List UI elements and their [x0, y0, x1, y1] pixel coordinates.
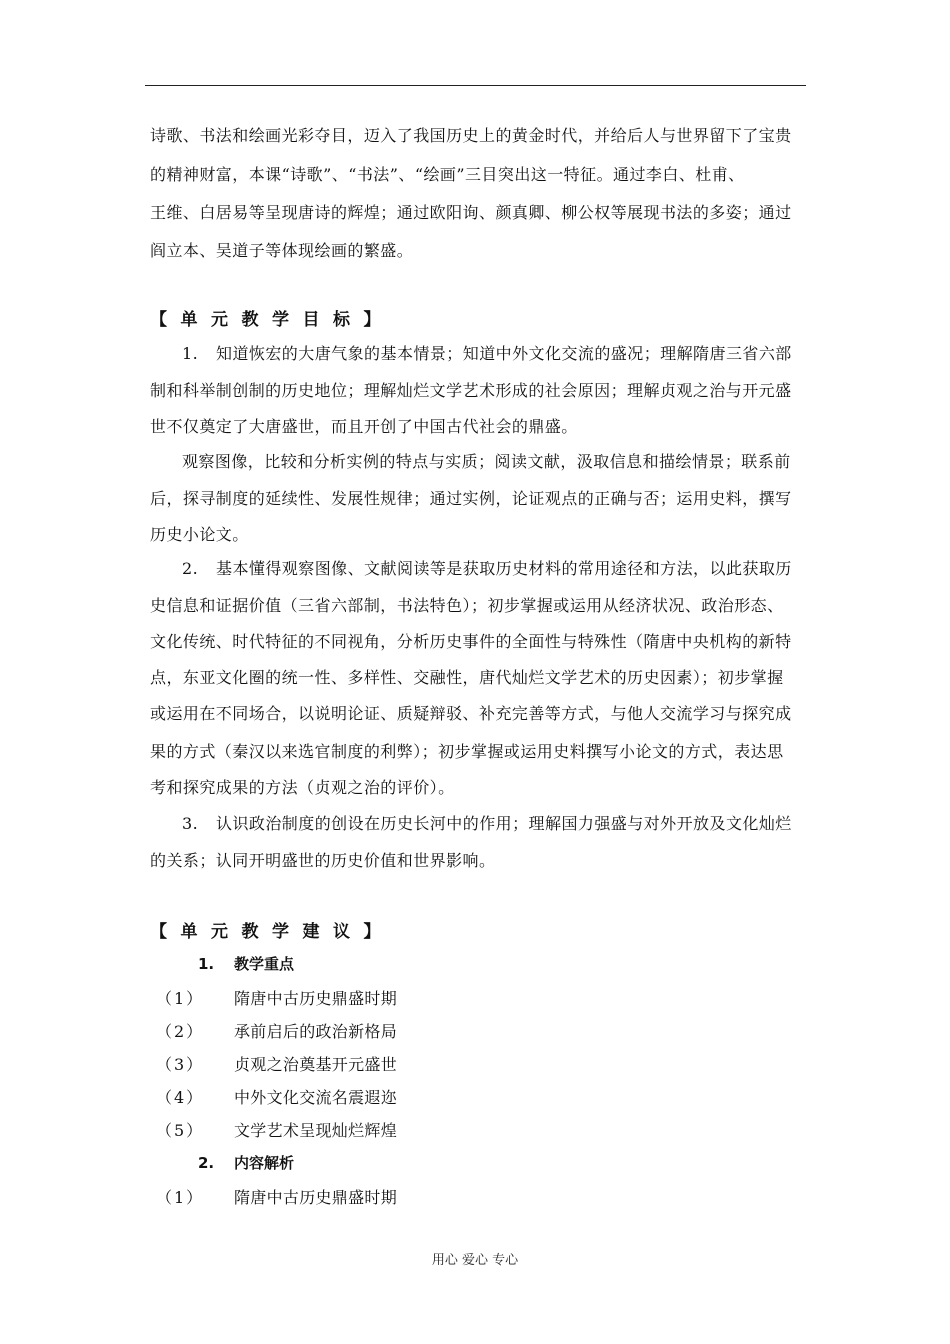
objective-3-first-line	[182, 814, 842, 834]
subsection-number: 2.	[198, 1154, 215, 1172]
item-text: 隋唐中古历史鼎盛时期	[234, 989, 398, 1008]
objective-text: 基本懂得观察图像、文献阅读等是获取历史材料的常用途径和方法，以此获取历	[216, 559, 792, 578]
observation-first-line: 观察图像，比较和分析实例的特点与实质；阅读文献，汲取信息和描绘情景；联系前	[182, 452, 791, 471]
intro-line: 王维、白居易等呈现唐诗的辉煌；通过欧阳询、颜真卿、柳公权等展现书法的多姿；通过	[150, 203, 792, 222]
objective-2-line: 点，东亚文化圈的统一性、多样性、交融性，唐代灿烂文学艺术的历史因素）；初步掌握	[150, 668, 784, 687]
item-number: （1）	[156, 1188, 205, 1207]
header-rule	[145, 85, 806, 86]
list-item	[156, 1019, 397, 1042]
list-item	[156, 1185, 397, 1208]
page-footer: 用心 爱心 专心	[431, 1253, 519, 1268]
objective-2-line: 史信息和证据价值（三省六部制，书法特色）；初步掌握或运用从经济状况、政治形态、	[150, 596, 784, 615]
objective-text: 认识政治制度的创设在历史长河中的作用；理解国力强盛与对外开放及文化灿烂	[216, 814, 792, 833]
section-heading-objectives: 【单元教学目标】	[150, 310, 394, 330]
item-number: （5）	[156, 1121, 205, 1140]
objective-2-line: 果的方式（秦汉以来选官制度的利弊）；初步掌握或运用史料撰写小论文的方式，表达思	[150, 742, 784, 761]
objective-2-line: 或运用在不同场合，以说明论证、质疑辩驳、补充完善等方式，与他人交流学习与探究成	[150, 704, 792, 723]
subsection-title: 教学重点	[234, 955, 295, 973]
item-text: 文学艺术呈现灿烂辉煌	[234, 1121, 398, 1140]
intro-line: 诗歌、书法和绘画光彩夺目，迈入了我国历史上的黄金时代，并给后人与世界留下了宝贵	[150, 126, 792, 145]
item-number: （2）	[156, 1022, 205, 1041]
objective-number: 3.	[182, 814, 199, 833]
observation-line: 后，探寻制度的延续性、发展性规律；通过实例，论证观点的正确与否；运用史料，撰写	[150, 489, 792, 508]
subsection-title: 内容解析	[234, 1154, 295, 1172]
section-heading-suggestions: 【单元教学建议】	[150, 922, 394, 942]
list-item	[156, 986, 397, 1009]
item-text: 隋唐中古历史鼎盛时期	[234, 1188, 398, 1207]
list-item	[156, 1085, 397, 1108]
objective-2-line: 文化传统、时代特征的不同视角，分析历史事件的全面性与特殊性（隋唐中央机构的新特	[150, 632, 792, 651]
item-text: 贞观之治奠基开元盛世	[234, 1055, 398, 1074]
intro-line: 阎立本、吴道子等体现绘画的繁盛。	[150, 241, 414, 260]
item-text: 中外文化交流名震遐迩	[234, 1088, 398, 1107]
objective-2-line: 考和探究成果的方法（贞观之治的评价）。	[150, 778, 455, 797]
objective-text: 知道恢宏的大唐气象的基本情景；知道中外文化交流的盛况；理解隋唐三省六部	[216, 344, 792, 363]
item-number: （1）	[156, 989, 205, 1008]
objective-number: 2.	[182, 559, 199, 578]
intro-line: 的精神财富，本课“诗歌”、“书法”、“绘画”三目突出这一特征。通过李白、杜甫、	[150, 165, 745, 184]
objective-1-first-line	[182, 344, 842, 364]
list-item	[156, 1118, 397, 1141]
list-item	[156, 1052, 397, 1075]
objective-3-line: 的关系；认同开明盛世的历史价值和世界影响。	[150, 851, 496, 870]
item-number: （3）	[156, 1055, 205, 1074]
objective-1-line: 制和科举制创制的历史地位；理解灿烂文学艺术形成的社会原因；理解贞观之治与开元盛	[150, 381, 792, 400]
subsection-number: 1.	[198, 955, 215, 973]
subsection-content-analysis	[198, 1152, 294, 1173]
observation-line: 历史小论文。	[150, 525, 249, 544]
objective-1-line: 世不仅奠定了大唐盛世，而且开创了中国古代社会的鼎盛。	[150, 417, 578, 436]
objective-number: 1.	[182, 344, 199, 363]
subsection-key-points	[198, 953, 294, 974]
item-text: 承前启后的政治新格局	[234, 1022, 398, 1041]
item-number: （4）	[156, 1088, 205, 1107]
objective-2-first-line	[182, 559, 842, 579]
